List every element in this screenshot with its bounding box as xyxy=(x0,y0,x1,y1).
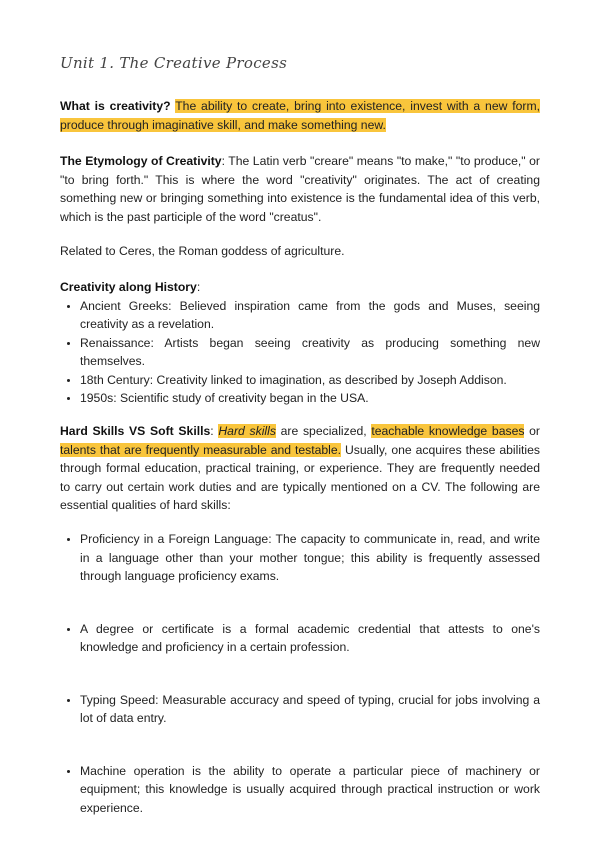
list-item: • Renaissance: Artists began seeing creativity as producing something new themselves. xyxy=(80,334,540,371)
etymology-paragraph xyxy=(60,152,540,226)
creativity-definition xyxy=(60,97,540,134)
list-item: • Typing Speed: Measurable accuracy and speed of typing, crucial for jobs involving a lot of data entry. xyxy=(80,691,540,728)
list-item: • Ancient Greeks: Believed inspiration came from the gods and Muses, seeing creativity as a revelation. xyxy=(80,297,540,334)
hard-skills-highlight: Hard skills xyxy=(218,424,276,438)
hard-skills-section xyxy=(60,530,540,851)
etymology-text: : The Latin verb "creare" means "to make," "to produce," or "to bring forth." This is where the word "creativity" originates. The act of creating something new or bringing something into existence is the fundamental idea of this verb, which is the past participle of the word "creatus". xyxy=(60,154,540,224)
list-item: • 1950s: Scientific study of creativity began in the USA. xyxy=(80,389,540,408)
list-item: • Proficiency in a Foreign Language: The capacity to communicate in, read, and write in a language other than your mother tongue; this ability is frequently assessed through language proficiency exams. xyxy=(80,530,540,586)
definition-label: What is creativity? xyxy=(60,99,171,113)
list-item: • A degree or certificate is a formal academic credential that attests to one's knowledge and proficiency in a certain profession. xyxy=(80,620,540,657)
measurable-highlight: talents that are frequently measurable and testable. xyxy=(60,442,342,457)
history-label: Creativity along History xyxy=(60,280,197,294)
history-section: Creativity along History: • Ancient Greeks: Believed inspiration came from the gods and Muses, seeing creativity as a revelation. • Renaissance: Artists began seeing creativity as producing something new themselves. • 18th Century: Creativity linked to imagination, as described by Joseph Addison. • 1950s: Scientific study of creativity began in the USA. xyxy=(60,278,540,408)
skills-paragraph: Hard Skills VS Soft Skills: Hard skills are specialized, teachable knowledge bases or talents that are frequently measurable and testable. Usually, one acquires these abilities through formal education, practical training, or experience. They are frequently needed to carry out certain work duties and are typically mentioned on a CV. The following are essential qualities of hard skills: xyxy=(60,424,540,512)
list-item: • Machine operation is the ability to operate a particular piece of machinery or equipment; this knowledge is usually acquired through practical instruction or work experience. xyxy=(80,762,540,818)
definition-highlight: The ability to create, bring into existence, invest with a new form, produce through imaginative skill, and make something new. xyxy=(60,99,540,132)
list-item: • 18th Century: Creativity linked to imagination, as described by Joseph Addison. xyxy=(80,371,540,390)
page-title: Unit 1. The Creative Process xyxy=(60,54,288,72)
etymology-label: The Etymology of Creativity xyxy=(60,154,222,168)
teachable-highlight: teachable knowledge bases xyxy=(371,424,525,438)
ceres-text: Related to Ceres, the Roman goddess of agriculture. xyxy=(60,244,345,258)
history-list xyxy=(60,297,540,408)
ceres-paragraph xyxy=(60,242,540,261)
skills-label: Hard Skills VS Soft Skills xyxy=(60,424,211,438)
hard-skills-list xyxy=(60,530,540,817)
